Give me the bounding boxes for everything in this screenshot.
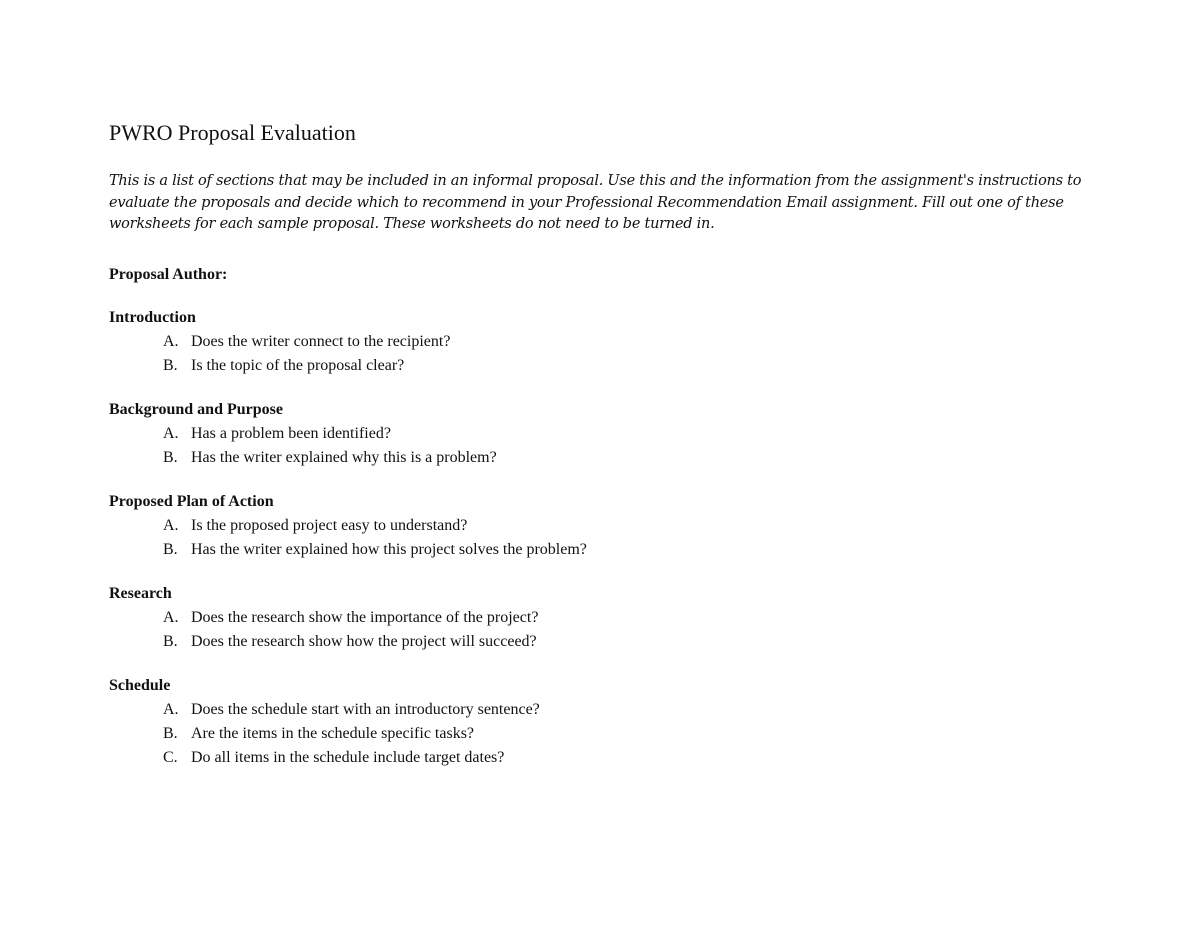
document-page — [109, 118, 1089, 790]
question-text: Is the topic of the proposal clear? — [191, 356, 405, 374]
question-marker: A. — [163, 424, 179, 442]
question-item — [109, 514, 1089, 538]
section-schedule — [109, 674, 1089, 770]
section-heading: Background and Purpose — [109, 400, 283, 418]
question-text: Do all items in the schedule include target dates? — [191, 748, 505, 766]
sections-container — [109, 306, 1089, 770]
question-marker: A. — [163, 608, 179, 626]
section-research — [109, 582, 1089, 654]
section-proposed-plan-of-action — [109, 490, 1089, 562]
question-text: Has a problem been identified? — [191, 424, 391, 442]
section-introduction — [109, 306, 1089, 378]
question-list — [109, 514, 1089, 562]
question-item — [109, 446, 1089, 470]
question-item — [109, 630, 1089, 654]
question-text: Does the writer connect to the recipient? — [191, 332, 451, 350]
document-title: PWRO Proposal Evaluation — [109, 120, 356, 145]
question-marker: C. — [163, 748, 178, 766]
question-item — [109, 538, 1089, 562]
section-heading: Introduction — [109, 308, 196, 326]
question-list — [109, 698, 1089, 770]
question-item — [109, 606, 1089, 630]
question-item — [109, 746, 1089, 770]
section-heading: Schedule — [109, 676, 171, 694]
question-marker: B. — [163, 632, 178, 650]
section-heading: Research — [109, 584, 172, 602]
section-background-and-purpose — [109, 398, 1089, 470]
question-text: Does the research show how the project will succeed? — [191, 632, 537, 650]
instructions-paragraph: This is a list of sections that may be included in an informal proposal. Use this and the information from the assignment's instructions to evaluate the proposals and decide which to recommend in your Professional Recommendation Email assignment. Fill out one of these worksheets for each sample proposal. These worksheets do not need to be turned in. — [109, 173, 1082, 232]
question-list — [109, 422, 1089, 470]
question-text: Has the writer explained why this is a problem? — [191, 448, 497, 466]
question-text: Are the items in the schedule specific tasks? — [191, 724, 475, 742]
question-item — [109, 722, 1089, 746]
question-text: Is the proposed project easy to understand? — [191, 516, 468, 534]
question-list — [109, 330, 1089, 378]
question-marker: B. — [163, 540, 178, 558]
proposal-author-label: Proposal Author: — [109, 265, 228, 283]
question-item — [109, 354, 1089, 378]
question-item — [109, 698, 1089, 722]
question-text: Does the schedule start with an introductory sentence? — [191, 700, 540, 718]
question-marker: A. — [163, 332, 179, 350]
question-marker: B. — [163, 724, 178, 742]
question-text: Has the writer explained how this project solves the problem? — [191, 540, 587, 558]
question-text: Does the research show the importance of the project? — [191, 608, 539, 626]
question-marker: B. — [163, 356, 178, 374]
section-heading: Proposed Plan of Action — [109, 492, 274, 510]
question-item — [109, 330, 1089, 354]
question-item — [109, 422, 1089, 446]
question-marker: B. — [163, 448, 178, 466]
question-marker: A. — [163, 516, 179, 534]
question-marker: A. — [163, 700, 179, 718]
question-list — [109, 606, 1089, 654]
